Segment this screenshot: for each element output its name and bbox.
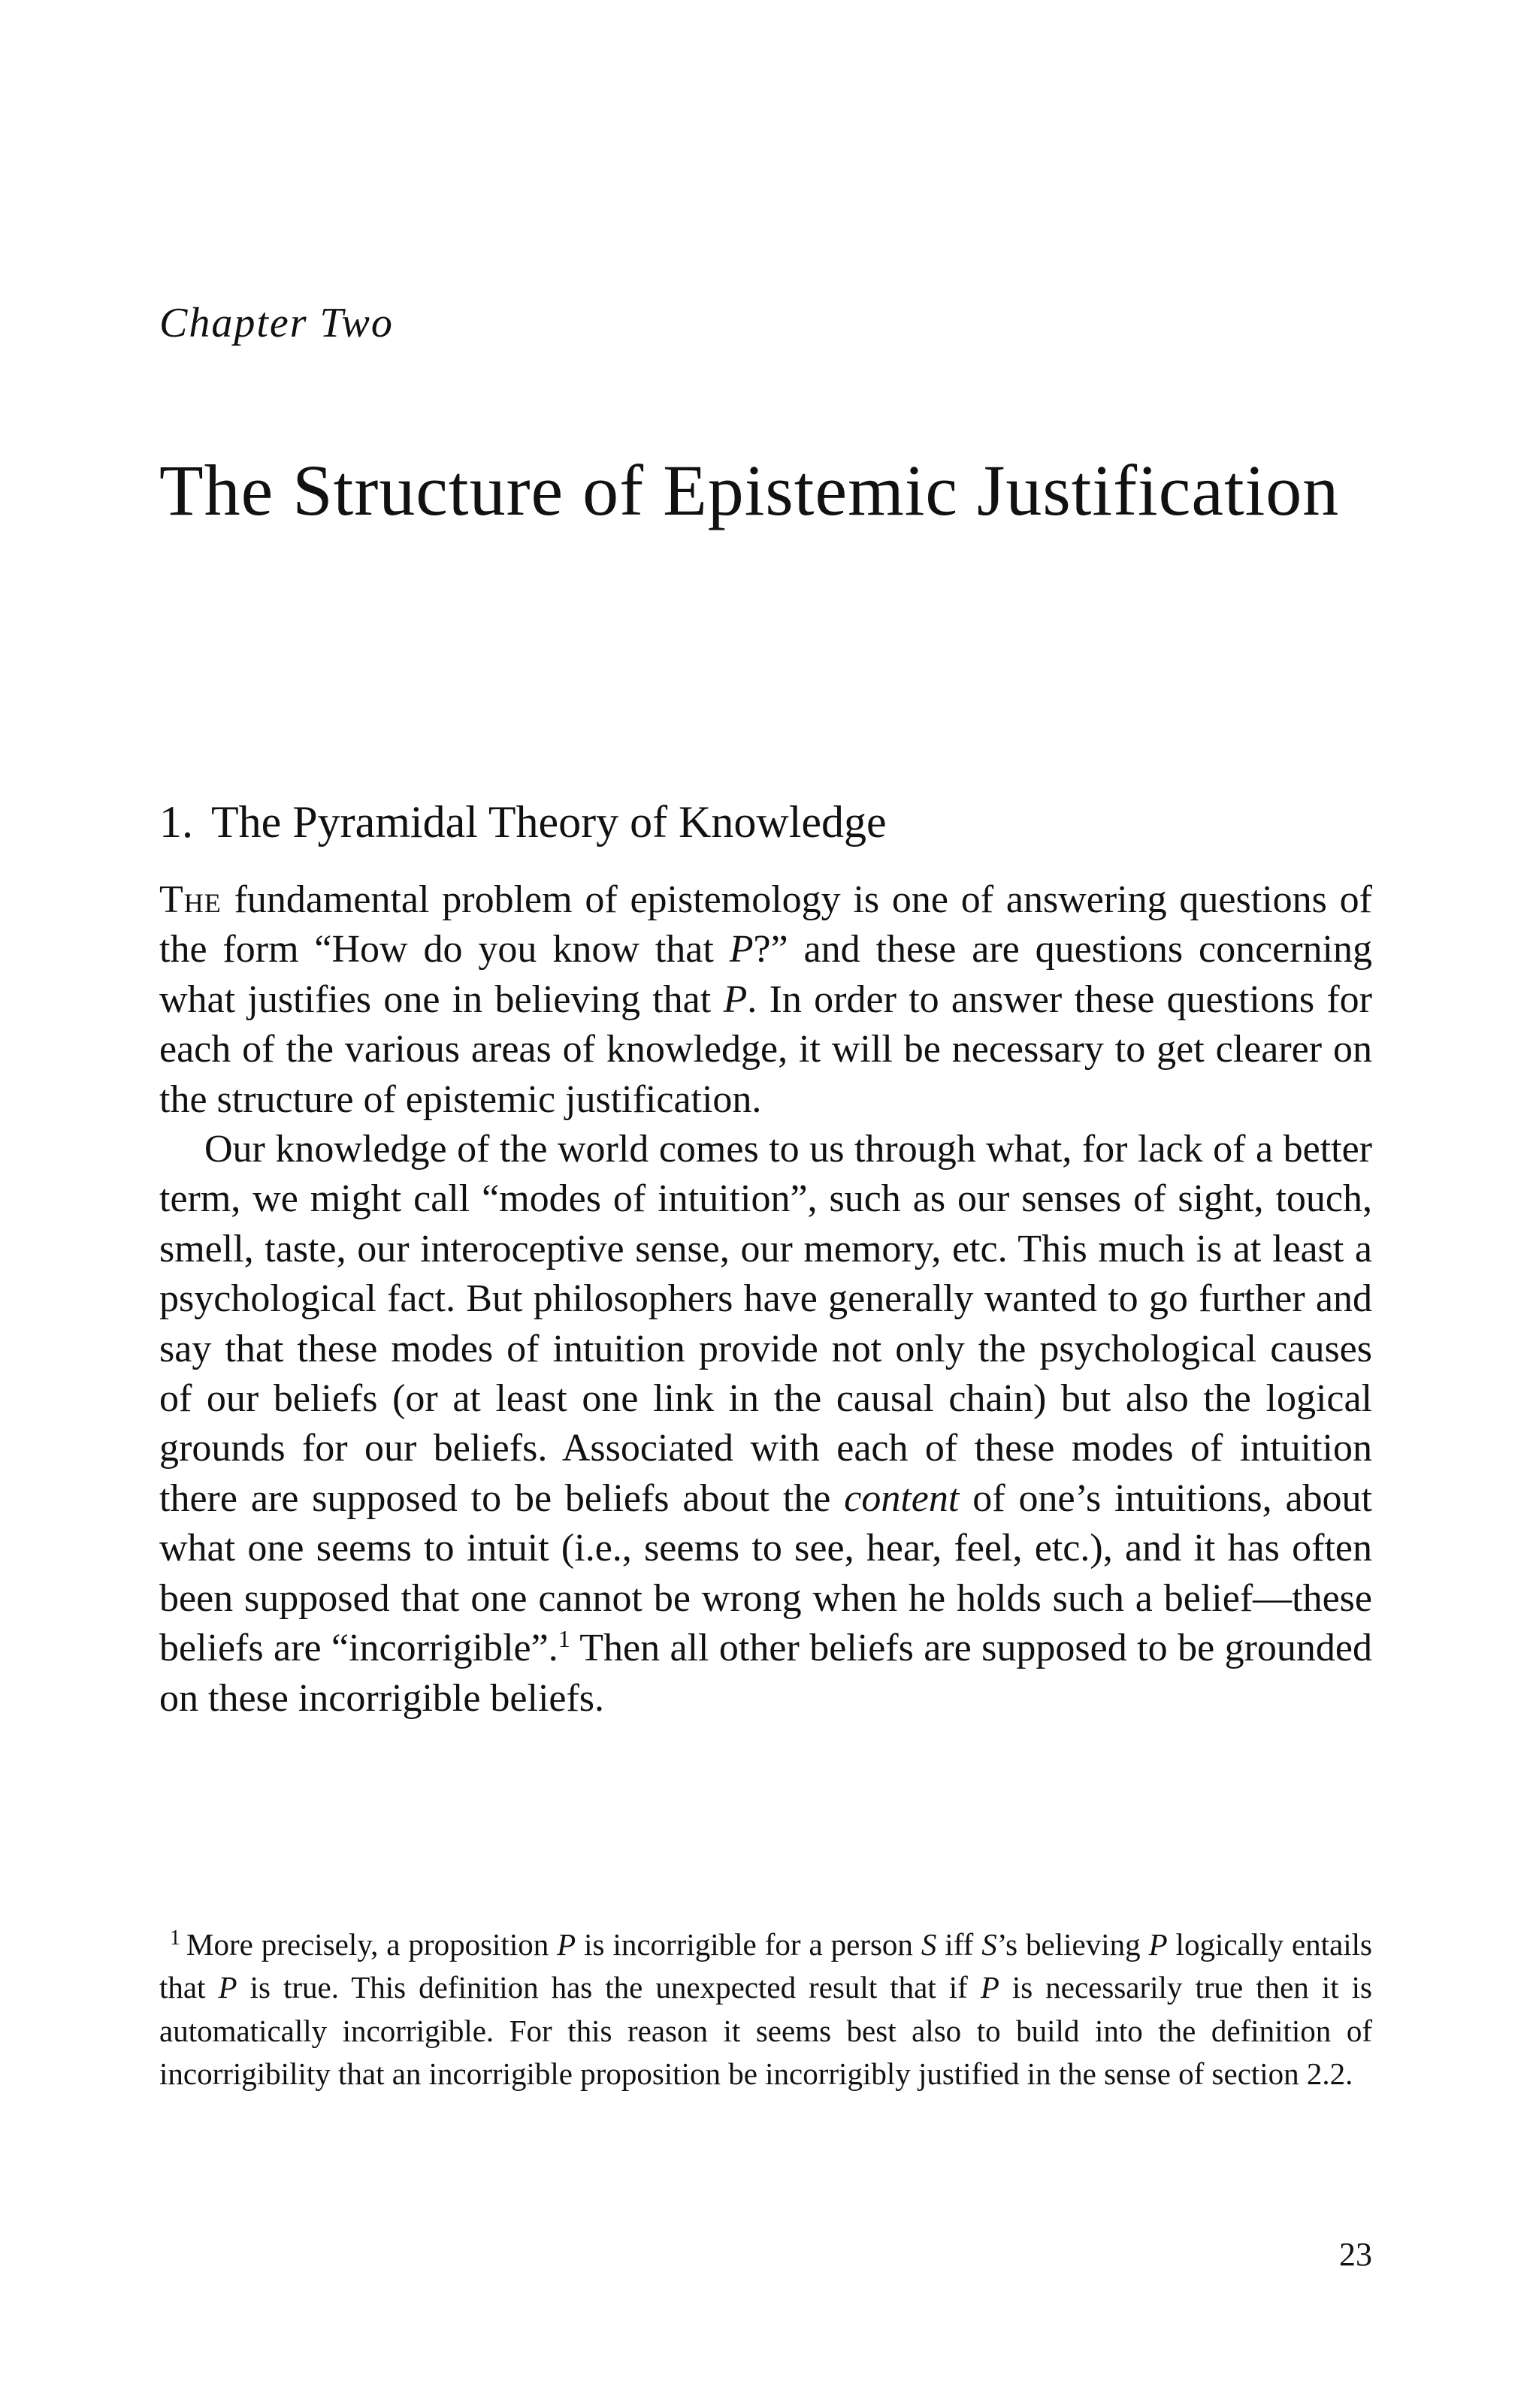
- paragraph-text: Then all other beliefs are supposed to be grounded on these incorrigible beliefs.: [159, 1627, 1372, 1720]
- italic-variable: S: [981, 1927, 997, 1962]
- paragraph-2: [159, 1125, 1372, 1724]
- italic-emphasis: content: [844, 1476, 960, 1520]
- footnotes: [159, 1923, 1372, 2096]
- footnote-text: is incorrigible for a person: [576, 1927, 921, 1962]
- section-heading: [159, 796, 887, 848]
- footnote-text: More precisely, a proposition: [186, 1927, 558, 1962]
- italic-variable: S: [921, 1927, 937, 1962]
- footnote-1: [159, 1923, 1372, 2096]
- italic-variable: P: [729, 928, 754, 971]
- paragraph-text: Our knowledge of the world comes to us through what, for lack of a better term, we might call “modes of intuition”, such as our senses of sight, touch, smell, taste, our interoceptive sense, our memory, etc. This much is at least a psychological fact. But philosophers have generally wanted to go further and say that these modes of intuition provide not only the psychological causes of our beliefs (or at least one link in the causal chain) but also the logical grounds for our beliefs. Associated with each of these modes of intuition there are supposed to be beliefs about the: [159, 1128, 1372, 1520]
- page-number: 23: [1339, 2236, 1372, 2273]
- footnote-text: iff: [936, 1927, 982, 1962]
- section-number: 1.: [159, 797, 193, 847]
- chapter-title: The Structure of Epistemic Justification: [159, 450, 1340, 530]
- paragraph-text: ?” and these are questions concerning what justifies one in believing that: [159, 928, 1373, 1021]
- paragraph-lead-word: The: [159, 878, 222, 921]
- paragraph-1: [159, 875, 1372, 1125]
- paragraph-text: . In order to answer these questions for each of the various areas of knowledge, it will be necessary to get clearer on the structure of epistemic justification.: [159, 977, 1373, 1121]
- italic-variable: P: [723, 977, 748, 1021]
- section-title: The Pyramidal Theory of Knowledge: [211, 797, 887, 847]
- body-text: [159, 875, 1372, 1724]
- paragraph-text: fundamental problem of epistemology is one of answering questions of the form “How do you know that: [159, 878, 1372, 971]
- italic-variable: P: [980, 1970, 999, 2005]
- footnote-text: is necessarily true then it is automatically incorrigible. For this reason it seems best also to build into the definition of incorrigibility that an incorrigible proposition be incorrigibly justified in the sense of section 2.2.: [159, 1970, 1372, 2092]
- footnote-reference[interactable]: 1: [558, 1625, 570, 1653]
- italic-variable: P: [1148, 1927, 1168, 1962]
- footnote-text: is true. This definition has the unexpected result that if: [237, 1970, 981, 2005]
- paragraph-text: of one’s intuitions, about what one seems to intuit (i.e., seems to see, hear, feel, etc.), and it has often been supposed that one cannot be wrong when he holds such a belief—these beliefs are “incorrigible”.: [159, 1476, 1372, 1670]
- footnote-text: ’s believing: [996, 1927, 1149, 1962]
- chapter-label: Chapter Two: [159, 300, 394, 346]
- footnote-text: logically entails that: [159, 1927, 1372, 2005]
- italic-variable: P: [218, 1970, 237, 2005]
- italic-variable: P: [557, 1927, 576, 1962]
- footnote-mark: 1: [170, 1926, 180, 1950]
